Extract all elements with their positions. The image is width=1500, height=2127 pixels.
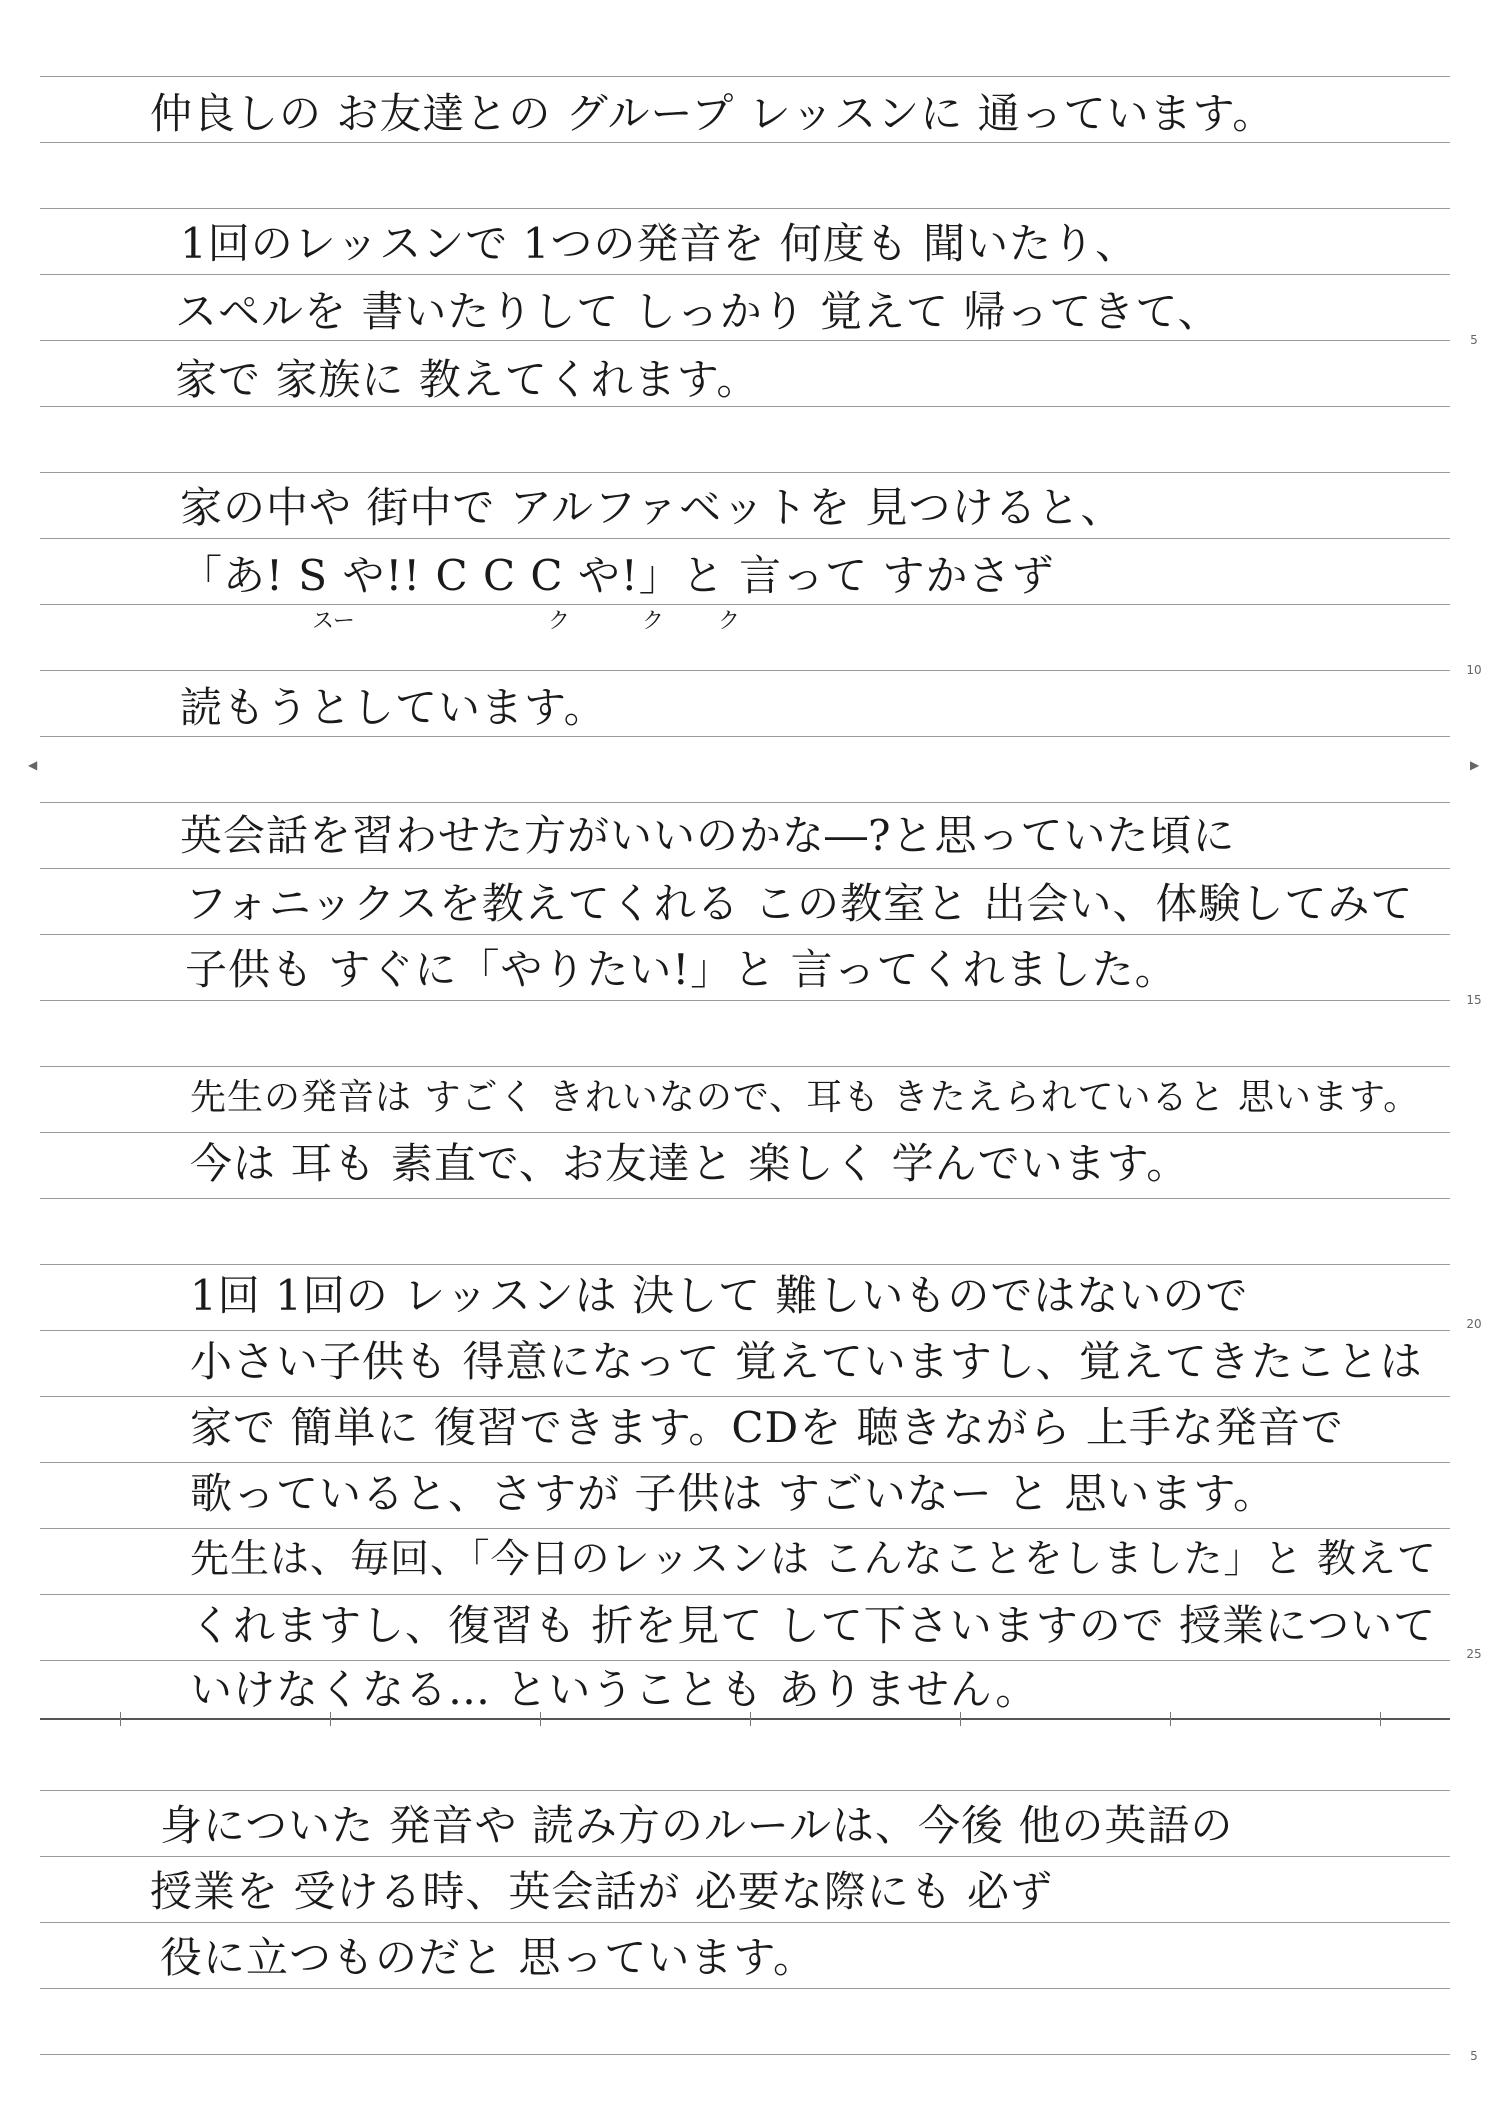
- paragraph-4-line-3: 子供も すぐに「やりたい!」と 言ってくれました。: [185, 945, 1178, 994]
- right-arrow-icon: ▶: [1470, 758, 1480, 772]
- ruled-line: [40, 604, 1450, 605]
- ruled-line: [40, 1922, 1450, 1923]
- paragraph-3-line-1: 家の中や 街中で アルファベットを 見つけると、: [180, 483, 1124, 532]
- paragraph-4-line-2: フォニックスを教えてくれる この教室と 出会い、体験してみて: [185, 879, 1414, 928]
- ruled-line: [40, 208, 1450, 209]
- tick-mark: [1380, 1712, 1381, 1726]
- paragraph-6-line-1: 1回 1回の レッスンは 決して 難しいものではないので: [190, 1271, 1249, 1320]
- ruled-line: [40, 1264, 1450, 1265]
- ruled-line: [40, 1198, 1450, 1199]
- paragraph-5-line-1: 先生の発音は すごく きれいなので、耳も きたえられていると 思います。: [190, 1077, 1421, 1118]
- paragraph-2-line-2: スペルを 書いたりして しっかり 覚えて 帰ってきて、: [175, 287, 1221, 336]
- ruled-line: [40, 1528, 1450, 1529]
- ruby-reading-c3: ク: [718, 609, 741, 634]
- paragraph-6-line-3: 家で 簡単に 復習できます。CDを 聴きながら 上手な発音で: [190, 1403, 1344, 1452]
- paragraph-2-line-1: 1回のレッスンで 1つの発音を 何度も 聞いたり、: [180, 219, 1139, 268]
- line-number: 5: [1470, 2049, 1478, 2063]
- paragraph-1-line-1: 仲良しの お友達との グループ レッスンに 通っています。: [150, 89, 1276, 138]
- paragraph-3-line-3: 読もうとしています。: [180, 683, 607, 732]
- ruled-line: [40, 868, 1450, 869]
- paragraph-7-line-1: 身についた 発音や 読み方のルールは、今後 他の英語の: [160, 1801, 1234, 1850]
- paragraph-3-line-2: 「あ! S や!! C C C や!」と 言って すかさず: [180, 551, 1055, 600]
- ruled-line: [40, 802, 1450, 803]
- ruled-line: [40, 736, 1450, 737]
- ruled-line: [40, 340, 1450, 341]
- paragraph-4-line-1: 英会話を習わせた方がいいのかな―?と思っていた頃に: [180, 811, 1236, 860]
- ruled-line: [40, 76, 1450, 77]
- paragraph-6-line-5: 先生は、毎回、「今日のレッスンは こんなことをしました」と 教えて: [190, 1537, 1437, 1582]
- sheet-join-line: [40, 1718, 1450, 1720]
- ruled-line: [40, 142, 1450, 143]
- ruled-line: [40, 1856, 1450, 1857]
- ruled-line: [40, 670, 1450, 671]
- ruled-line: [40, 1988, 1450, 1989]
- ruby-reading-s: スー: [312, 609, 355, 634]
- line-number: 15: [1466, 993, 1482, 1007]
- ruled-line: [40, 472, 1450, 473]
- line-number: 5: [1470, 333, 1478, 347]
- line-number: 25: [1466, 1647, 1482, 1661]
- paragraph-6-line-2: 小さい子供も 得意になって 覚えていますし、覚えてきたことは: [190, 1337, 1423, 1386]
- line-number: 20: [1466, 1317, 1482, 1331]
- ruled-line: [40, 406, 1450, 407]
- paragraph-6-line-4: 歌っていると、さすが 子供は すごいなー と 思います。: [190, 1469, 1277, 1518]
- ruled-line: [40, 934, 1450, 935]
- ruled-line: [40, 1000, 1450, 1001]
- ruled-line: [40, 1396, 1450, 1397]
- ruled-line: [40, 1462, 1450, 1463]
- ruled-line: [40, 538, 1450, 539]
- tick-mark: [1170, 1712, 1171, 1726]
- ruled-line: [40, 1066, 1450, 1067]
- ruled-line: [40, 1132, 1450, 1133]
- ruby-reading-c1: ク: [548, 609, 571, 634]
- paragraph-5-line-2: 今は 耳も 素直で、お友達と 楽しく 学んでいます。: [190, 1139, 1190, 1188]
- left-arrow-icon: ◀: [28, 758, 38, 772]
- ruled-line: [40, 1594, 1450, 1595]
- ruled-line: [40, 1790, 1450, 1791]
- ruled-line: [40, 1660, 1450, 1661]
- ruled-line: [40, 2054, 1450, 2055]
- ruby-reading-c2: ク: [642, 609, 665, 634]
- line-number: 10: [1466, 663, 1482, 677]
- paragraph-2-line-3: 家で 家族に 教えてくれます。: [175, 355, 760, 404]
- ruled-line: [40, 1330, 1450, 1331]
- tick-mark: [120, 1712, 121, 1726]
- paragraph-7-line-2: 授業を 受ける時、英会話が 必要な際にも 必ず: [150, 1867, 1054, 1916]
- paragraph-6-line-6: くれますし、復習も 折を見て して下さいますので 授業について: [190, 1601, 1437, 1650]
- ruled-line: [40, 274, 1450, 275]
- paragraph-6-line-7: いけなくなる… ということも ありません。: [190, 1665, 1039, 1714]
- paragraph-7-line-3: 役に立つものだと 思っています。: [160, 1933, 816, 1982]
